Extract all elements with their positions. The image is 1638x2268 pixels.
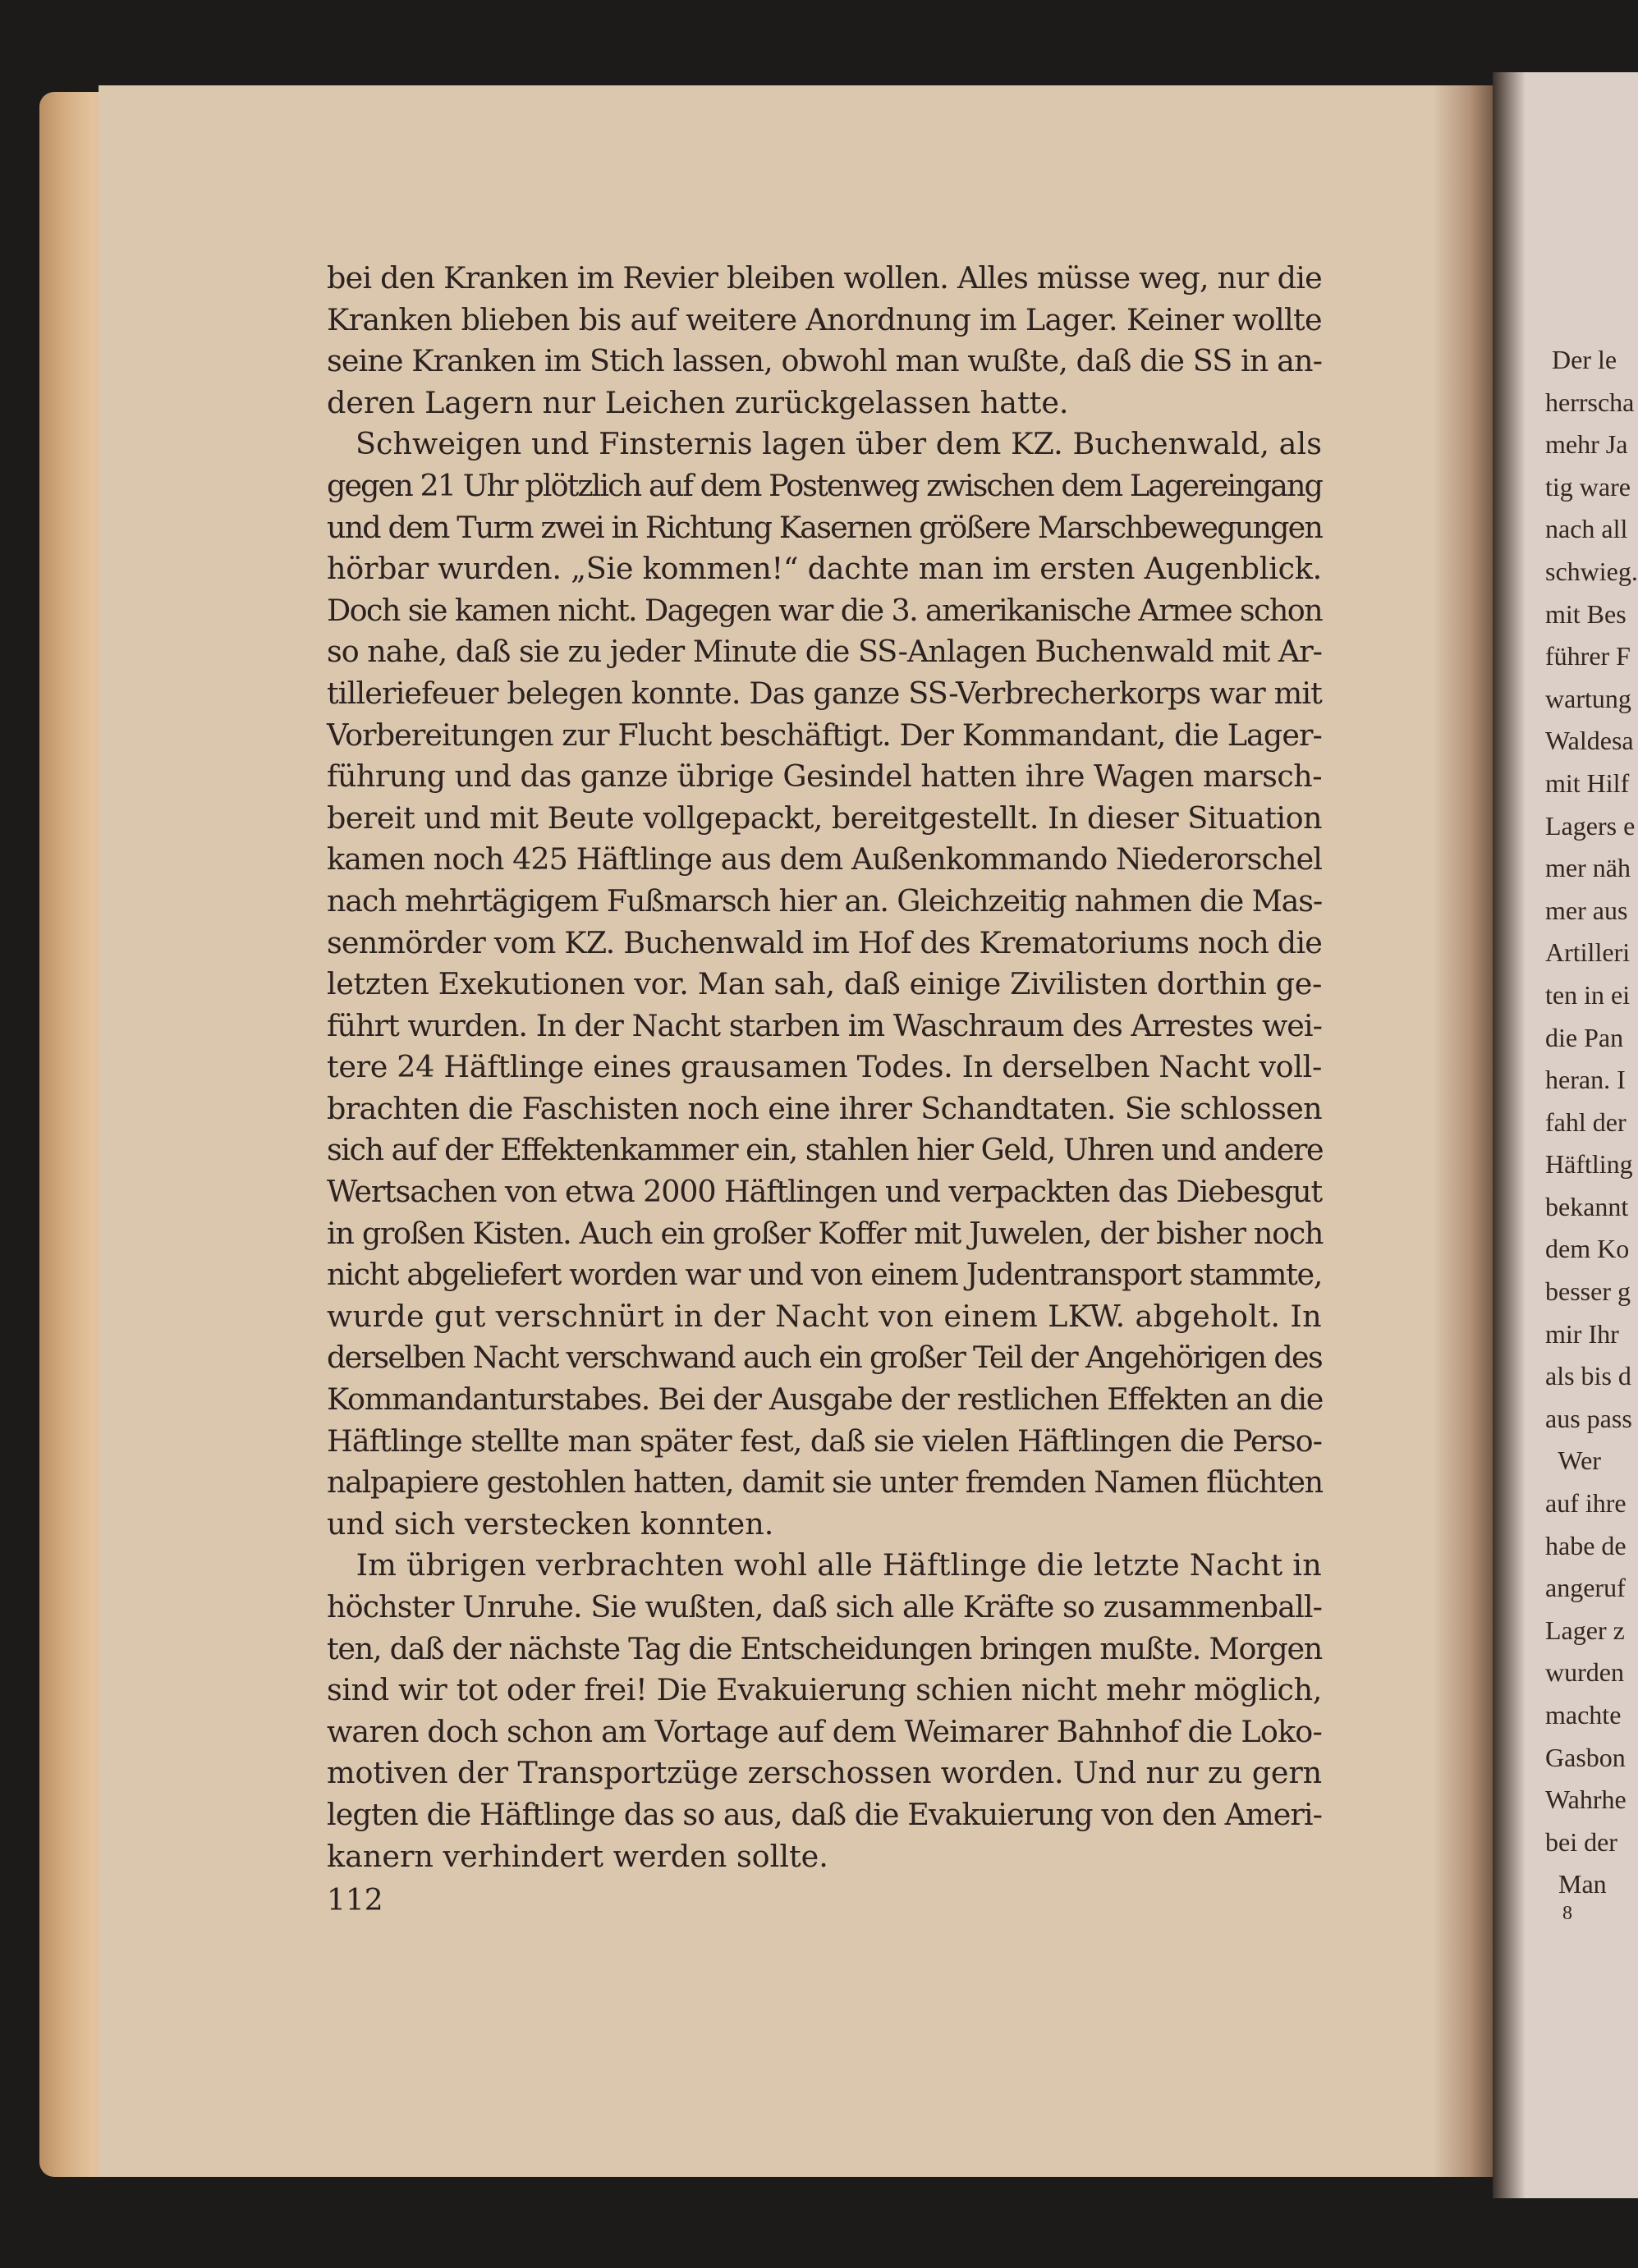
text-line: führer F — [1545, 641, 1631, 671]
text-line: mit Hilf — [1545, 767, 1630, 798]
text-line: besser g — [1545, 1276, 1631, 1307]
text-line: dem Ko — [1545, 1234, 1630, 1264]
text-line: nach mehrtägigem Fußmarsch hier an. Gleichzeitig nahmen die Mas- — [327, 882, 1322, 919]
text-line: wurden — [1545, 1657, 1624, 1688]
text-line: legten die Häftlinge das so aus, daß die Evakuierung von den Ameri- — [327, 1796, 1322, 1832]
text-line: aus pass — [1545, 1403, 1632, 1433]
text-line: kanern verhindert werden sollte. — [327, 1838, 828, 1874]
text-line: herrscha — [1545, 387, 1635, 417]
text-line: Kranken blieben bis auf weitere Anordnung im Lager. Keiner wollte — [327, 301, 1322, 337]
text-line: Man — [1545, 1869, 1607, 1899]
right-page-gutter-shadow — [1493, 72, 1526, 2198]
text-line: höchster Unruhe. Sie wußten, daß sich alle Kräfte so zusammenball- — [327, 1589, 1322, 1624]
text-line: in großen Kisten. Auch ein großer Koffer mit Juwelen, der bisher noch — [327, 1215, 1324, 1251]
text-line: mir Ihr — [1545, 1318, 1619, 1349]
text-line: senmörder vom KZ. Buchenwald im Hof des Krematoriums noch die — [327, 924, 1322, 960]
text-line: wurde gut verschnürt in der Nacht von einem LKW. abgeholt. In — [327, 1298, 1322, 1334]
text-line: ten in ei — [1545, 979, 1631, 1010]
text-line: seine Kranken im Stich lassen, obwohl man wußte, daß die SS in an- — [327, 343, 1322, 379]
text-line: bei den Kranken im Revier bleiben wollen. Alles müsse weg, nur die — [327, 260, 1322, 296]
text-line: schwieg. — [1545, 556, 1638, 586]
text-line: Doch sie kamen nicht. Dagegen war die 3. amerikanische Armee schon — [327, 592, 1323, 628]
text-line: angeruf — [1545, 1573, 1626, 1603]
text-line: mer aus — [1545, 895, 1628, 925]
text-line: Schweigen und Finsternis lagen über dem KZ. Buchenwald, als — [327, 426, 1322, 462]
text-line: bekannt — [1545, 1191, 1629, 1221]
text-line: die Pan — [1545, 1022, 1624, 1052]
text-line: bei der — [1545, 1826, 1617, 1857]
text-line: nach all — [1545, 514, 1628, 544]
text-line: sind wir tot oder frei! Die Evakuierung schien nicht mehr möglich, — [327, 1672, 1322, 1708]
text-line: motiven der Transportzüge zerschossen worden. Und nur zu gern — [327, 1755, 1322, 1791]
text-line: bereit und mit Beute vollgepackt, bereitgestellt. In dieser Situation — [327, 800, 1322, 836]
text-line: brachten die Faschisten noch eine ihrer Schandtaten. Sie schlossen — [327, 1090, 1322, 1126]
text-line: Waldesa — [1545, 726, 1634, 756]
text-line: habe de — [1545, 1530, 1627, 1560]
text-line: tilleriefeuer belegen konnte. Das ganze SS-Verbrecherkorps war mit — [327, 675, 1322, 711]
text-line: heran. I — [1545, 1065, 1626, 1095]
text-line: Vorbereitungen zur Flucht beschäftigt. Der Kommandant, die Lager- — [327, 717, 1322, 753]
text-line: als bis d — [1545, 1361, 1631, 1391]
text-line: so nahe, daß sie zu jeder Minute die SS-Anlagen Buchenwald mit Ar- — [327, 634, 1322, 670]
text-line: Lagers e — [1545, 810, 1636, 841]
text-line: fahl der — [1545, 1107, 1627, 1137]
text-line: deren Lagern nur Leichen zurückgelassen hatte. — [327, 384, 1069, 420]
text-line: Häftlinge stellte man später fest, daß sie vielen Häftlingen die Perso- — [327, 1423, 1322, 1459]
text-line: wartung — [1545, 683, 1631, 713]
right-page-body-text — [1545, 339, 1638, 1906]
text-line: mer näh — [1545, 853, 1631, 883]
text-line: Gasbon — [1545, 1742, 1626, 1772]
right-page-number: 8 — [1562, 1903, 1572, 1924]
text-line: derselben Nacht verschwand auch ein großer Teil der Angehörigen des — [327, 1340, 1322, 1376]
text-line: nicht abgeliefert worden war und von einem Judentransport stammte, — [327, 1257, 1322, 1293]
text-line: Wer — [1545, 1446, 1601, 1476]
text-line: ten, daß der nächste Tag die Entscheidungen bringen mußte. Morgen — [327, 1630, 1322, 1666]
text-line: tig ware — [1545, 471, 1631, 502]
text-line: führung und das ganze übrige Gesindel hatten ihre Wagen marsch- — [327, 758, 1322, 795]
text-line: auf ihre — [1545, 1488, 1627, 1519]
text-line: tere 24 Häftlinge eines grausamen Todes. In derselben Nacht voll- — [327, 1049, 1322, 1085]
left-page-body-text — [327, 258, 1322, 1877]
text-line: führt wurden. In der Nacht starben im Waschraum des Arrestes wei- — [327, 1007, 1322, 1043]
text-line: Artilleri — [1545, 937, 1631, 968]
text-line: Lager z — [1545, 1615, 1625, 1645]
text-line: hörbar wurden. „Sie kommen!“ dachte man im ersten Augenblick. — [327, 551, 1322, 587]
left-page-number: 112 — [327, 1884, 383, 1917]
text-line: und dem Turm zwei in Richtung Kasernen größere Marschbewegungen — [327, 509, 1322, 545]
text-line: und sich verstecken konnten. — [327, 1505, 774, 1542]
text-line: Wertsachen von etwa 2000 Häftlingen und verpackten das Diebesgut — [327, 1174, 1322, 1210]
text-line: machte — [1545, 1700, 1622, 1730]
text-line: letzten Exekutionen vor. Man sah, daß einige Zivilisten dorthin ge- — [327, 966, 1322, 1002]
text-line: waren doch schon am Vortage auf dem Weimarer Bahnhof die Loko- — [327, 1713, 1322, 1749]
text-line: Im übrigen verbrachten wohl alle Häftlinge die letzte Nacht in — [327, 1547, 1322, 1583]
text-line: mit Bes — [1545, 598, 1627, 629]
text-line: kamen noch 425 Häftlinge aus dem Außenkommando Niederorschel — [327, 841, 1322, 877]
text-line: Wahrhe — [1545, 1785, 1627, 1815]
text-line: sich auf der Effektenkammer ein, stahlen hier Geld, Uhren und andere — [327, 1132, 1324, 1168]
text-line: mehr Ja — [1545, 429, 1628, 460]
text-line: Der le — [1545, 345, 1617, 374]
text-line: Kommandanturstabes. Bei der Ausgabe der restlichen Effekten an die — [327, 1381, 1324, 1418]
text-line: nalpapiere gestohlen hatten, damit sie unter fremden Namen flüchten — [327, 1464, 1323, 1501]
text-line: gegen 21 Uhr plötzlich auf dem Postenweg zwischen dem Lagereingang — [327, 467, 1322, 503]
text-line: Häftling — [1545, 1149, 1633, 1180]
